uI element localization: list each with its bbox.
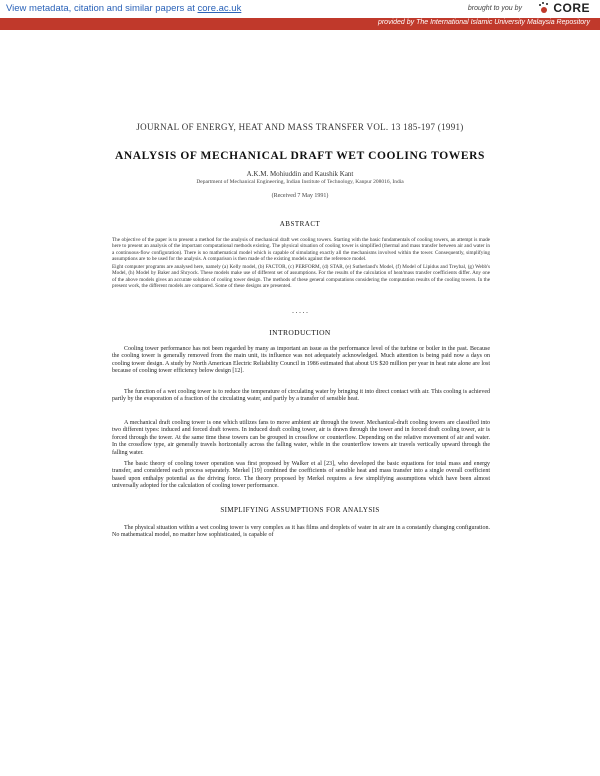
provider-bar	[0, 18, 600, 30]
brought-to-you-label: brought to you by	[467, 5, 522, 12]
received-date: (Received 7 May 1991)	[271, 193, 329, 199]
abstract-heading: ABSTRACT	[279, 220, 321, 228]
core-logo-text: CORE	[553, 1, 590, 15]
introduction-paragraph-2: The function of a wet cooling tower is to reduce the temperature of circulating water by bringing it into direct contact with air. This cooling is achieved partly by the evaporation of a fraction of the circulating water, and partly by a transfer of sensible heat.	[112, 389, 490, 403]
view-metadata-prefix[interactable]: View metadata, citation and similar papers at	[6, 3, 198, 14]
paper-title: ANALYSIS OF MECHANICAL DRAFT WET COOLING TOWERS	[114, 150, 486, 162]
simplifying-assumptions-heading: SIMPLIFYING ASSUMPTIONS FOR ANALYSIS	[220, 506, 380, 514]
introduction-paragraph-1: Cooling tower performance has not been regarded by many as important an issue as the performance level of the turbine or boiler in the past. Because the cooling tower is generally removed from the main unit, its influence was not adequately acknowledged. Much attention is being paid now a days on cooling tower design. A study by North American Electric Reliability Council in 1986 estimated that about US $20 million per year in heat rate alone are lost because of cooling tower efficiency below design [12].	[112, 346, 490, 375]
simplifying-assumptions-paragraph: The physical situation within a wet cooling tower is very complex as it has films and droplets of water in air are in a constantly changing configuration. No mathematical model, no matter how sophisticated, is capable of	[112, 525, 490, 539]
view-metadata-link[interactable]	[6, 3, 241, 14]
paper-authors: A.K.M. Mohiuddin and Kaushik Kant	[246, 170, 354, 178]
paper-page	[0, 30, 600, 776]
core-domain-link[interactable]: core.ac.uk	[197, 3, 242, 14]
section-separator: . . . . .	[292, 307, 308, 315]
abstract-paragraph-1: The objective of the paper is to present a method for the analysis of mechanical draft wet cooling towers. Starting with the basic fundamentals of cooling towers, an attempt is made here to present an analysis of the important computational methods existing. The physical situation of cooling tower is simplified (thermal and mass transfer between air and water in a continuous-flow configuration). There is no mathematical model which is capable of simulating exactly all the mechanisms involved within the tower. Consequently, simplifying assumptions are to be used for the analysis. A comparison is then made of the existing models against the reference model.	[112, 237, 490, 263]
core-logo[interactable]	[537, 1, 590, 15]
introduction-paragraph-3: A mechanical draft cooling tower is one which utilizes fans to move ambient air through the tower. Mechanical-draft cooling towers are classified into two different types: induced and forced draft towers. In induced draft cooling tower, air is drawn through the tower and in forced draft cooling tower, air is forced through the tower. At the same time these towers can be grouped in crossflow or counterflow. Depending on the relative movement of air and water. In the crossflow type, air generally travels horizontally across the falling water, while in the counterflow towers air travels vertically upward through the falling water.	[112, 420, 490, 456]
abstract-paragraph-2: Eight computer programs are analysed here, namely (a) Kelly model, (b) FACTOR, (c) PERFORM, (d) STAR, (e) Sutherland's Model, (f) Model of Lipidus and Treybal, (g) Webb's Model, (h) Model by Baker and Shryock. These models make use of different set of assumptions. For the results of the calculation of heat/mass transfer coefficients differ. Any one of the above models gives an accurate solution of cooling tower design. The methods of these general computations considering the computation results of the cooling towers. In the present work, the different models are compared. Some of these designs are presented.	[112, 264, 490, 290]
introduction-heading: INTRODUCTION	[269, 328, 331, 337]
introduction-paragraph-4: The basic theory of cooling tower operation was first proposed by Walker et al [23], who developed the basic equations for total mass and energy transfer, and considered each process separately. Merkel [19] combined the coefficients of sensible heat and mass transfer into a single overall coefficient based upon enthalpy potential as the driving force. The theory proposed by Merkel requires a few simplifying assumptions which have been almost universally adopted for the calculation of cooling tower performance.	[112, 461, 490, 490]
core-header-bar	[0, 0, 600, 18]
journal-header: JOURNAL OF ENERGY, HEAT AND MASS TRANSFER VOL. 13 185-197 (1991)	[136, 122, 464, 132]
provider-text[interactable]: provided by The International Islamic University Malaysia Repository	[377, 19, 590, 26]
author-affiliation: Department of Mechanical Engineering, Indian Institute of Technology, Kanpur 208016, India	[196, 179, 404, 185]
core-logo-icon	[537, 1, 551, 15]
